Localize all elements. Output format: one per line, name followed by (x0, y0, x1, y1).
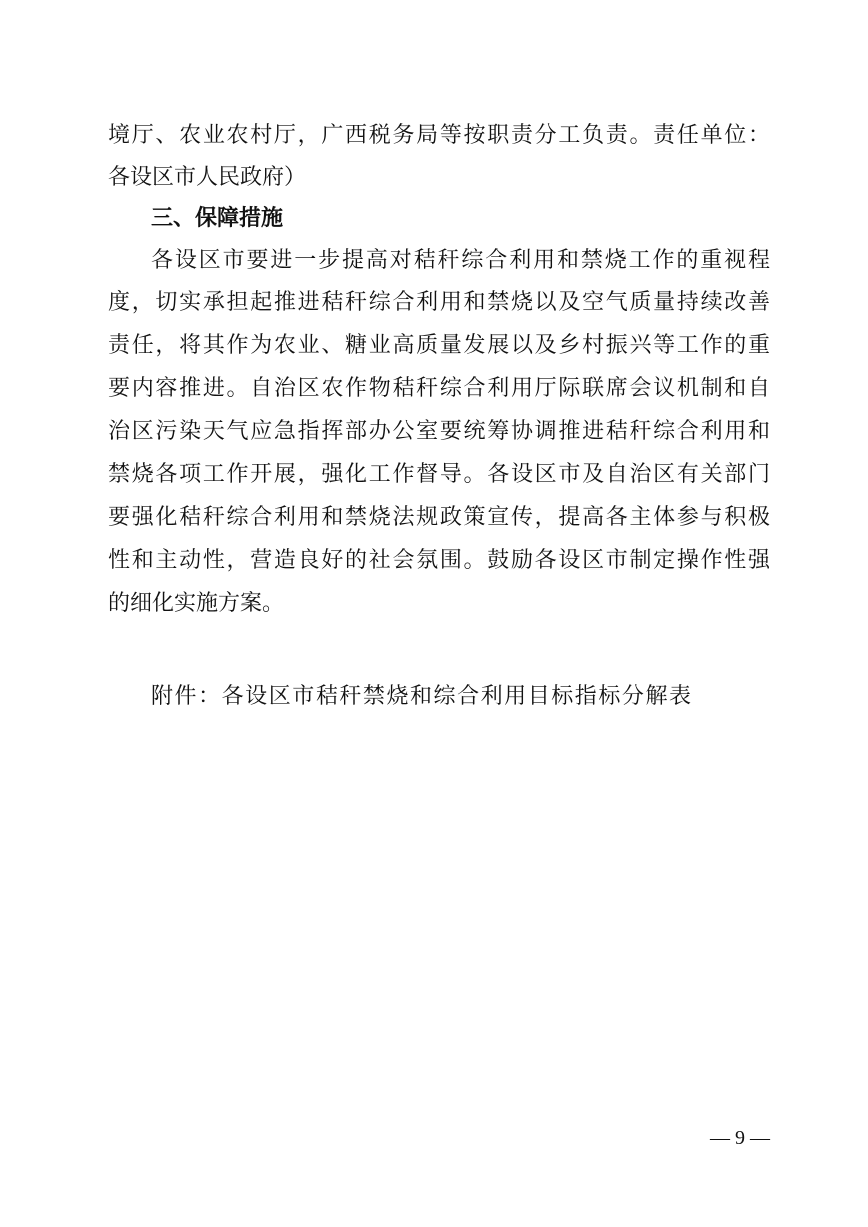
body-text-line: 各设区市人民政府） (108, 165, 307, 190)
page-number: — 9 — (710, 1127, 770, 1149)
paragraph-line: 要强化秸秆综合利用和禁烧法规政策宣传，提高各主体参与积极 (108, 505, 770, 530)
section-heading: 三、保障措施 (151, 206, 284, 231)
paragraph-line: 的细化实施方案。 (108, 591, 285, 616)
paragraph-line: 度，切实承担起推进秸秆综合利用和禁烧以及空气质量持续改善 (108, 290, 770, 315)
body-text-line: 境厅、农业农村厅，广西税务局等按职责分工负责。责任单位： (108, 123, 770, 148)
paragraph-line: 禁烧各项工作开展，强化工作督导。各设区市及自治区有关部门 (108, 462, 770, 487)
paragraph-line: 责任，将其作为农业、糖业高质量发展以及乡村振兴等工作的重 (108, 333, 770, 358)
paragraph-line: 各设区市要进一步提高对秸秆综合利用和禁烧工作的重视程 (151, 248, 770, 273)
attachment-note: 附件：各设区市秸秆禁烧和综合利用目标指标分解表 (151, 684, 691, 709)
paragraph-line: 治区污染天气应急指挥部办公室要统筹协调推进秸秆综合利用和 (108, 419, 770, 444)
paragraph-line: 性和主动性，营造良好的社会氛围。鼓励各设区市制定操作性强 (108, 548, 770, 573)
paragraph-line: 要内容推进。自治区农作物秸秆综合利用厅际联席会议机制和自 (108, 376, 770, 401)
